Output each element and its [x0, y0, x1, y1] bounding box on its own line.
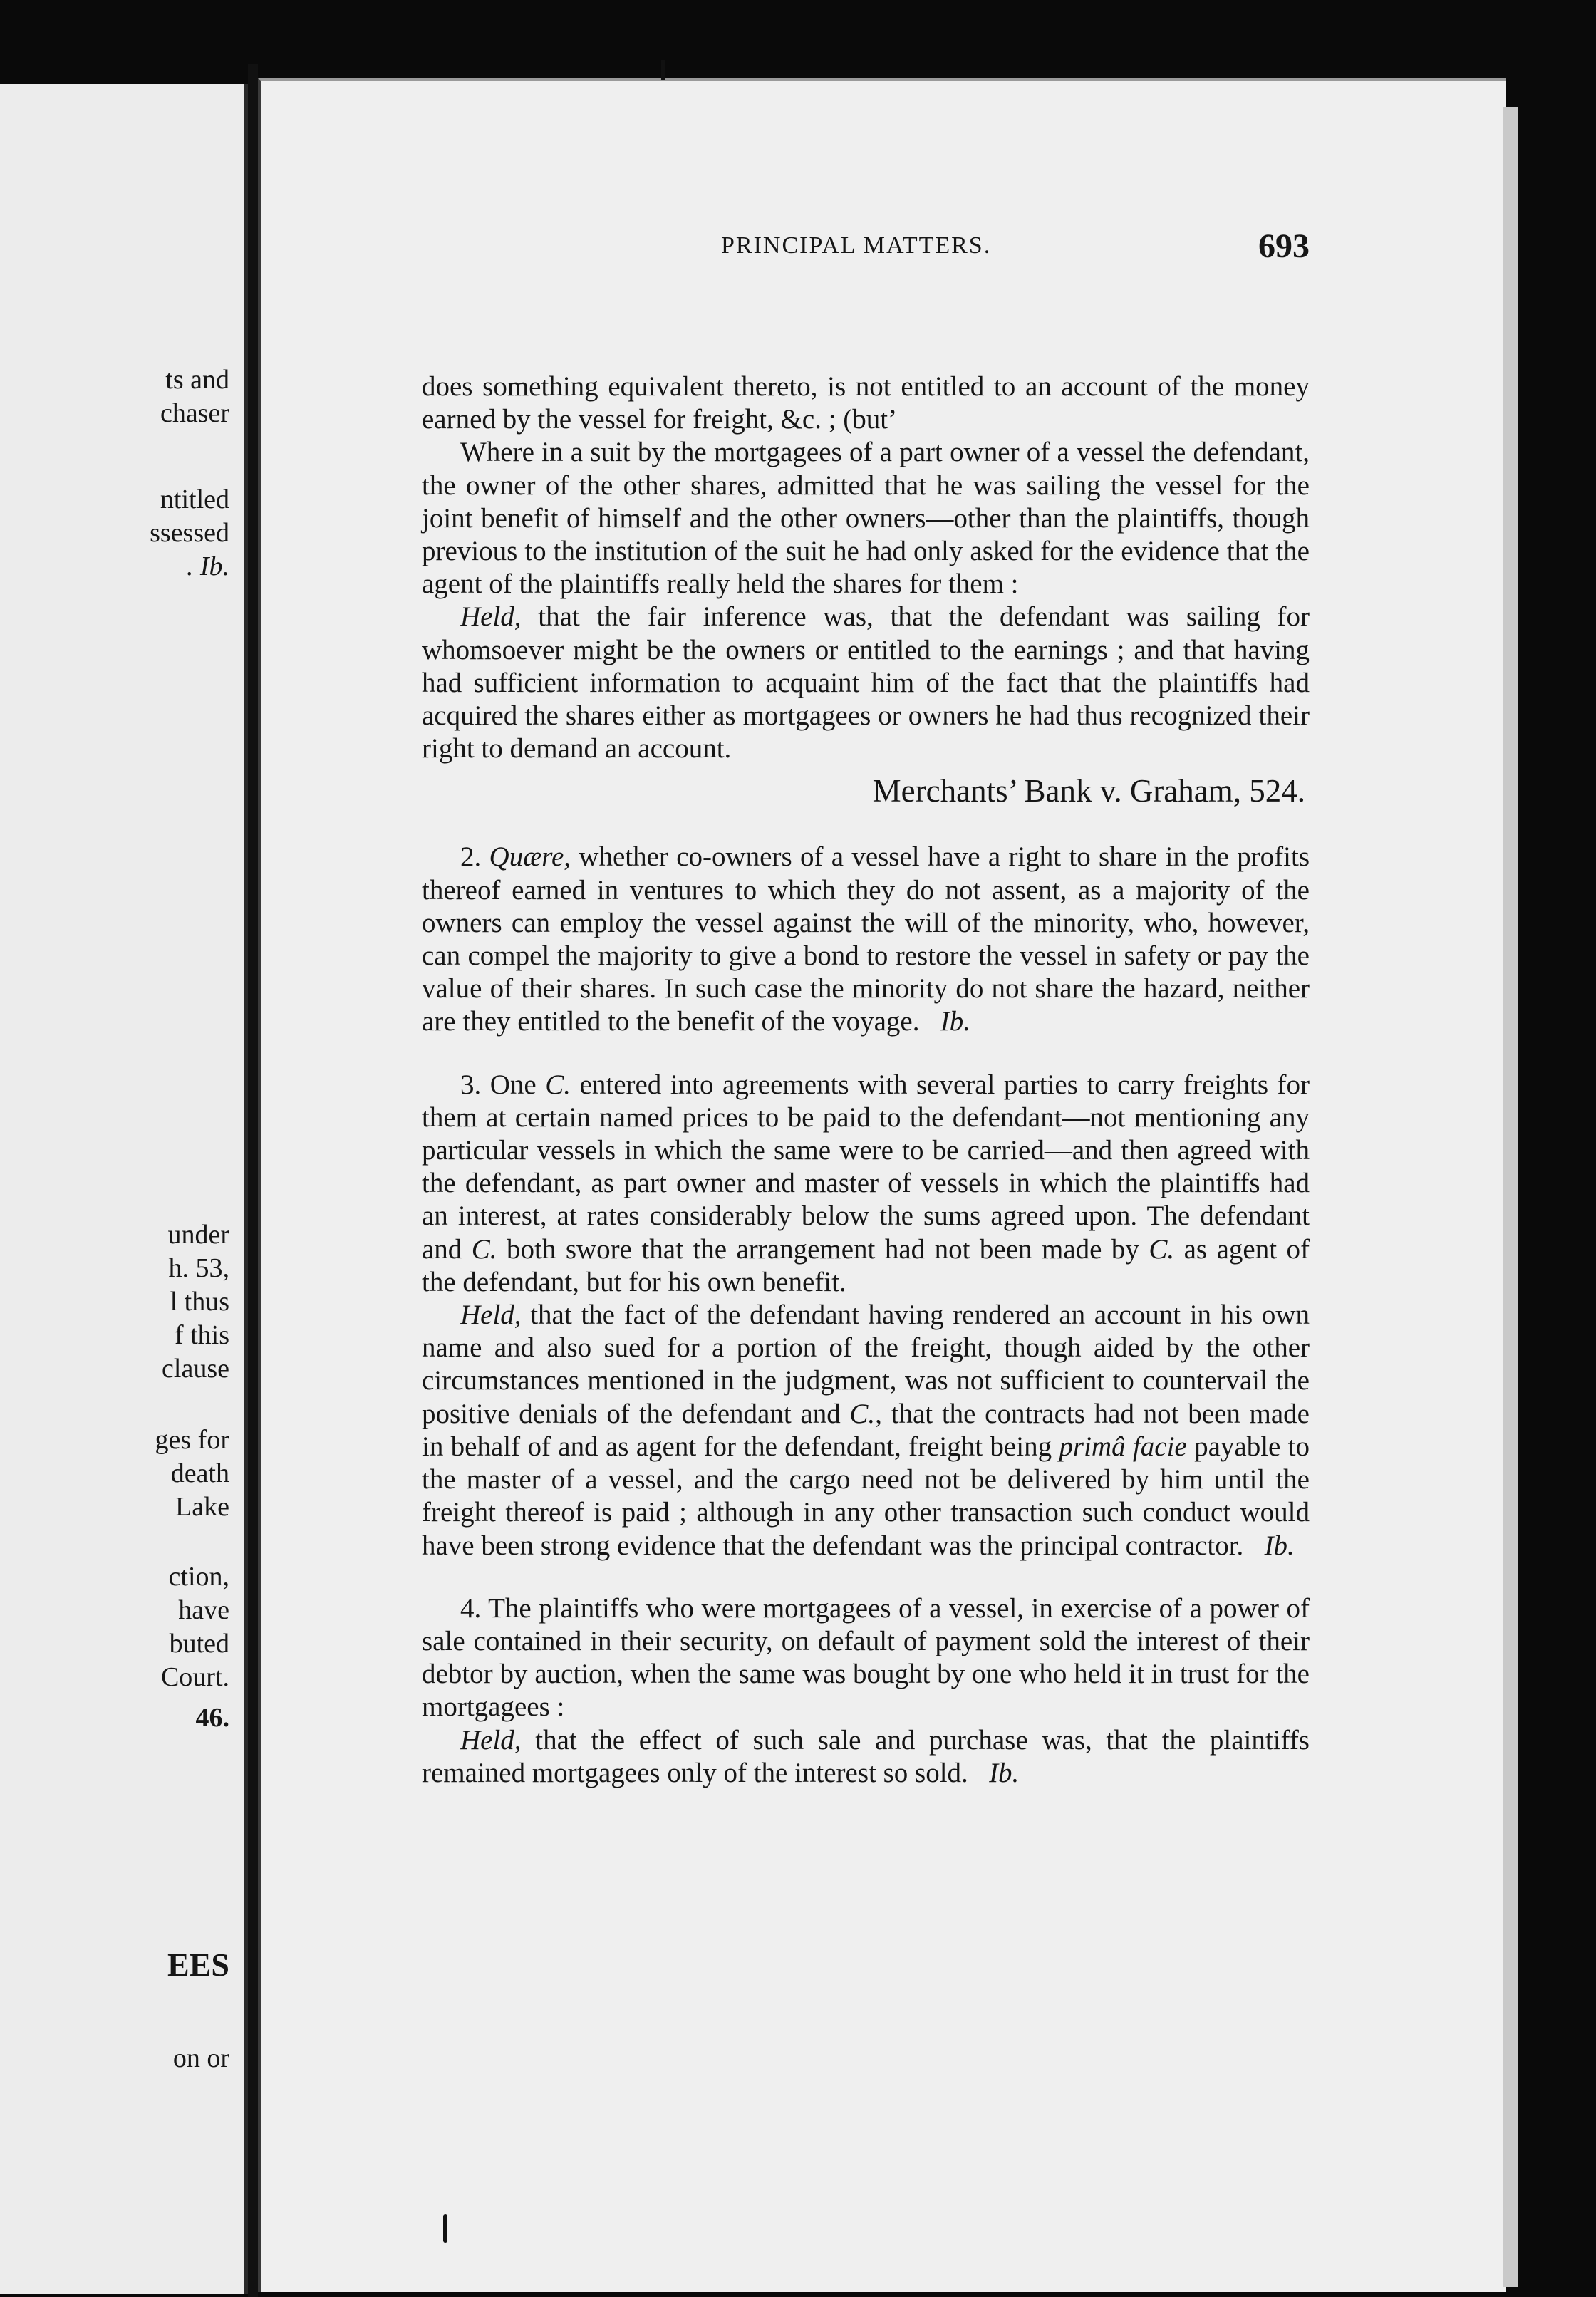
held-label: Held, [460, 1724, 522, 1756]
party-initial: C. [849, 1398, 876, 1429]
paragraph [422, 601, 1310, 765]
party-initial: C. [1149, 1233, 1175, 1265]
paragraph-text: 3. One [460, 1069, 546, 1100]
margin-fragment: ssessed [150, 518, 229, 548]
paragraph [422, 1724, 1310, 1790]
page-header [422, 227, 1310, 269]
margin-fragment: EES [167, 1946, 229, 1983]
paragraph-text: , that the contracts had not been made in behalf of and as agent for the defendant, freight being [422, 1398, 1310, 1462]
party-initial: C. [545, 1069, 571, 1100]
paragraph [422, 1299, 1310, 1562]
paragraph-text: that the effect of such sale and purchase was, that the plaintiffs remained mortgagees only of the interest so sold. [422, 1724, 1310, 1788]
party-initial: C. [471, 1233, 497, 1265]
scan-artifact [443, 2214, 447, 2243]
margin-fragment: buted [169, 1629, 229, 1659]
margin-fragment: death [170, 1458, 229, 1488]
paragraph-number: 2. [460, 841, 482, 873]
paragraph-text: that the fair inference was, that the defendant was sailing for whomsoever might be the owners or entitled to the earnings ; and that having had sufficient information to acquaint him of the fact that the plaintiffs had acquired the shares either as mortgagees or owners he had thus recognized their right to demand an account. [422, 601, 1310, 764]
margin-fragment: l thus [170, 1287, 229, 1317]
page-number: 693 [1258, 227, 1310, 265]
margin-fragment: . Ib. [186, 551, 229, 581]
margin-fragment: under [167, 1220, 229, 1250]
margin-fragment: f this [174, 1320, 229, 1350]
margin-fragment: 46. [195, 1703, 229, 1733]
facing-page [0, 84, 248, 2294]
ibid-reference: Ib. [1264, 1530, 1295, 1561]
margin-fragment: ction, [168, 1562, 229, 1592]
margin-fragment: have [178, 1595, 229, 1625]
paragraph [422, 841, 1310, 1038]
paragraph-text: whether co-owners of a vessel have a right to share in the profits thereof earned in ventures to which they do not assent, as a majority of the owners can employ the vessel against the will of the minority, who, however, can compel the majority to give a bond to restore the vessel in safety or pay the value of their shares. In such case the minority do not share the hazard, neither are they entitled to the benefit of the voyage. [422, 841, 1310, 1037]
case-citation: Merchants’ Bank v. Graham, 524. [872, 773, 1305, 809]
margin-fragment: ts and [165, 365, 229, 395]
ibid-reference: Ib. [940, 1006, 970, 1037]
paragraph-text: that the fact of the defendant having rendered an account in his own name and also sued for a portion of the freight, though aided by the other circumstances mentioned in the judgment, was not sufficient to countervail the positive denials of the defendant and [422, 1300, 1310, 1429]
quaere-label: Quære, [489, 841, 571, 873]
ibid-reference: Ib. [989, 1757, 1020, 1788]
paragraph-text: payable to the master of a vessel, and the cargo need not be delivered by him until the freight thereof is paid ; although in any other transaction such conduct would have been strong evidence that the defendant was the principal contractor. [422, 1431, 1310, 1561]
paragraph [422, 1069, 1310, 1299]
margin-fragment: Court. [160, 1662, 229, 1692]
margin-fragment: h. 53, [168, 1253, 229, 1283]
paragraph-text: both swore that the arrangement had not been made by [497, 1233, 1149, 1265]
paragraph: Where in a suit by the mortgagees of a part owner of a vessel the defendant, the owner of the other shares, admitted that he was sailing the vessel for the joint benefit of himself and the other owners—other than the plaintiffs, though previous to the institution of the suit he had only asked for the evidence that the agent of the plaintiffs really held the shares for them : [422, 437, 1310, 600]
book-gutter [248, 64, 258, 2297]
page-body [422, 370, 1310, 1790]
margin-fragment: clause [162, 1354, 229, 1384]
running-head: PRINCIPAL MATTERS. [721, 232, 992, 259]
margin-fragment: ntitled [160, 484, 229, 514]
margin-fragment: Lake [175, 1492, 229, 1522]
paragraph: 4. The plaintiffs who were mortgagees of a vessel, in exercise of a power of sale contained in their security, on default of payment sold the interest of their debtor by auction, when the same was bought by one who held it in trust for the mortgagees : [422, 1592, 1310, 1723]
page-edge [1503, 107, 1518, 2287]
paragraph: does something equivalent thereto, is not entitled to an account of the money earned by the vessel for freight, &c. ; (but’ [422, 371, 1310, 435]
scan-artifact [661, 60, 665, 80]
margin-fragment: on or [172, 2043, 229, 2073]
held-label: Held, [460, 1300, 522, 1331]
margin-fragment: ges for [155, 1425, 229, 1455]
held-label: Held, [460, 601, 522, 633]
latin-phrase: primâ facie [1059, 1431, 1187, 1462]
paragraph-text: entered into agreements with several parties to carry freights for them at certain named prices to be paid to the defendant—not mentioning any particular vessels in which the same were to be carried—and then agreed with the defendant, as part owner and master of vessels in which the plaintiffs had an interest, at rates considerably below the sums agreed upon. The defendant and [422, 1069, 1310, 1265]
paragraph-text: as agent of the defendant, but for his own benefit. [422, 1233, 1310, 1297]
margin-fragment: chaser [160, 398, 229, 428]
